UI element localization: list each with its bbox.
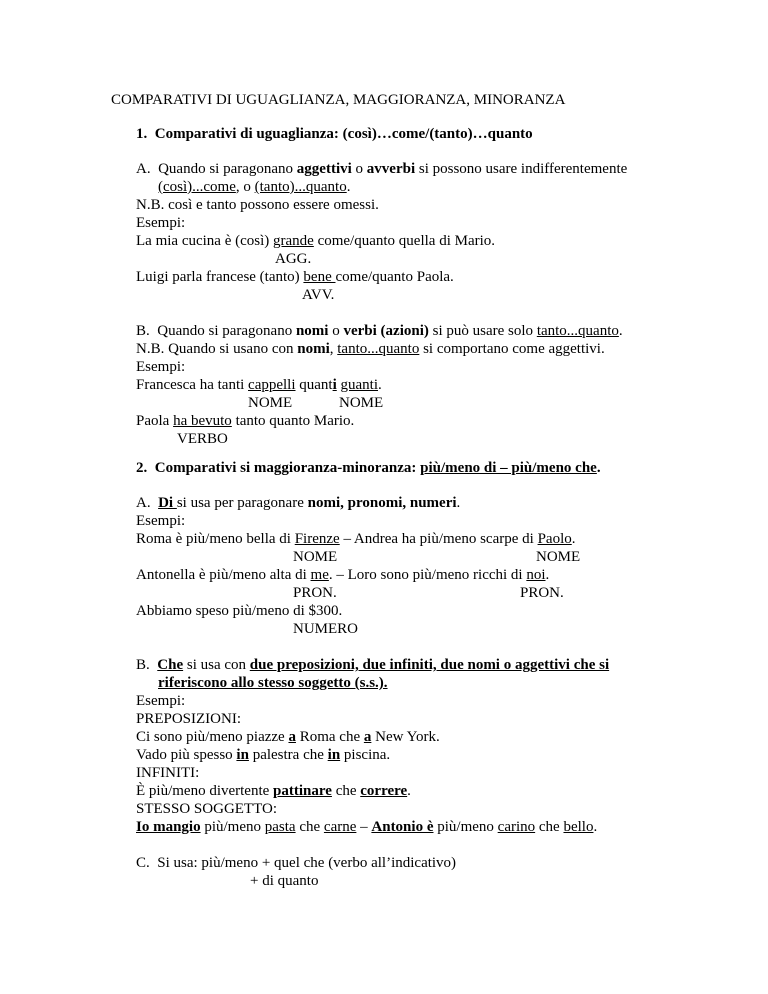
- s2b-esempi: Esempi:: [136, 693, 186, 709]
- s2c-line-2: + di quanto: [250, 873, 319, 889]
- s1a-example-2: [136, 268, 454, 286]
- bold-underlined-term: Antonio è: [371, 819, 434, 835]
- s2a-example-3: Abbiamo speso più/meno di $300.: [136, 603, 343, 619]
- text: A.: [136, 495, 159, 511]
- bold-underlined-term: Che: [157, 657, 184, 673]
- s2a-example-2: [136, 566, 549, 584]
- underlined-term: Paolo: [537, 531, 572, 547]
- label-agg: AGG.: [275, 251, 312, 267]
- text: che: [295, 819, 324, 835]
- text: piscina.: [340, 747, 391, 763]
- s2b-inf-heading: INFINITI:: [136, 765, 200, 781]
- text: si possono usare indifferentemente: [415, 161, 628, 177]
- text: che: [535, 819, 564, 835]
- text: Ci sono più/meno piazze: [136, 729, 289, 745]
- text: .: [618, 323, 623, 339]
- bold-underlined-term: a: [288, 729, 296, 745]
- label-nome: NOME: [536, 549, 581, 565]
- text: È più/meno divertente: [136, 783, 274, 799]
- s1a-example-1: [136, 232, 495, 250]
- underlined-term: cappelli: [248, 377, 296, 393]
- label-pron: PRON.: [520, 585, 564, 601]
- underlined-term: bene: [303, 269, 336, 285]
- text: come/quanto Paola.: [335, 269, 454, 285]
- text: .: [571, 531, 576, 547]
- text: New York.: [371, 729, 440, 745]
- text: o: [328, 323, 344, 339]
- text: N.B. Quando si usano con: [136, 341, 298, 357]
- underlined-term: pasta: [264, 819, 296, 835]
- bold-underlined-term: Io mangio: [136, 819, 201, 835]
- s1b-nb: [136, 340, 605, 358]
- text: .: [596, 460, 601, 476]
- text: –: [356, 819, 372, 835]
- s2b-prep-heading: PREPOSIZIONI:: [136, 711, 242, 727]
- text: . – Loro sono più/meno ricchi di: [328, 567, 527, 583]
- underlined-term: (tanto)...quanto: [254, 179, 347, 195]
- bold-term: nomi, pronomi, numeri: [307, 495, 457, 511]
- s2b-line-2: riferiscono allo stesso soggetto (s.s.).: [158, 675, 388, 691]
- s1b-example-2: [136, 412, 354, 430]
- text: La mia cucina è (così): [136, 233, 274, 249]
- text: o: [351, 161, 367, 177]
- label-pron: PRON.: [293, 585, 337, 601]
- text: come/quanto quella di Mario.: [313, 233, 496, 249]
- underlined-term: me: [310, 567, 329, 583]
- s1b-line-1: [136, 322, 623, 340]
- text: A. Quando si paragonano: [136, 161, 297, 177]
- label-avv: AVV.: [302, 287, 335, 303]
- text: B. Quando si paragonano: [136, 323, 296, 339]
- s2b-example-1: [136, 728, 440, 746]
- text: Roma che: [295, 729, 364, 745]
- bold-underlined-term: due preposizioni, due infiniti, due nomi o aggettivi che si: [249, 657, 610, 673]
- bold-underlined-term: correre: [360, 783, 408, 799]
- text: Roma è più/meno bella di: [136, 531, 295, 547]
- s2b-example-2: [136, 746, 390, 764]
- bold-term: avverbi: [366, 161, 416, 177]
- text: Paola: [136, 413, 174, 429]
- section-2-heading: [136, 459, 601, 477]
- bold-underlined-term: i: [332, 377, 337, 393]
- section-1-heading: 1. Comparativi di uguaglianza: (così)…come/(tanto)…quanto: [136, 126, 533, 142]
- text: Vado più spesso: [136, 747, 237, 763]
- bold-term: verbi (azioni): [343, 323, 429, 339]
- s2b-line-1: [136, 656, 609, 674]
- text: quant: [295, 377, 333, 393]
- label-numero: NUMERO: [293, 621, 359, 637]
- text: B.: [136, 657, 158, 673]
- s1b-esempi: Esempi:: [136, 359, 186, 375]
- s1b-example-1: [136, 376, 382, 394]
- label-nome: NOME: [293, 549, 338, 565]
- text: si può usare solo: [428, 323, 537, 339]
- underlined-term: tanto...quanto: [536, 323, 619, 339]
- text: che: [331, 783, 361, 799]
- s1a-nb: N.B. così e tanto possono essere omessi.: [136, 197, 379, 213]
- s1a-line-2: [158, 178, 350, 196]
- s2a-esempi: Esempi:: [136, 513, 186, 529]
- s2b-example-3: [136, 782, 411, 800]
- bold-underlined-term: a: [363, 729, 372, 745]
- underlined-term: più/meno di – più/meno che: [420, 460, 597, 476]
- bold-term: nomi: [295, 323, 329, 339]
- text: Antonella è più/meno alta di: [136, 567, 311, 583]
- text: .: [545, 567, 550, 583]
- text: 2. Comparativi si maggioranza-minoranza:: [136, 460, 421, 476]
- underlined-term: noi: [526, 567, 546, 583]
- label-nome: NOME: [339, 395, 384, 411]
- underlined-term: bello: [563, 819, 594, 835]
- s1a-esempi: Esempi:: [136, 215, 186, 231]
- text: .: [346, 179, 351, 195]
- s2a-example-1: [136, 530, 575, 548]
- text: .: [456, 495, 461, 511]
- underlined-term: ha bevuto: [173, 413, 232, 429]
- s1a-line-1: [136, 160, 627, 178]
- underlined-term: guanti: [340, 377, 379, 393]
- text: palestra che: [248, 747, 328, 763]
- bold-underlined-term: in: [236, 747, 249, 763]
- text: si comportano come aggettivi.: [419, 341, 605, 357]
- underlined-term: carne: [323, 819, 357, 835]
- text: tanto quanto Mario.: [231, 413, 355, 429]
- label-verbo: VERBO: [177, 431, 228, 447]
- underlined-term: carino: [497, 819, 536, 835]
- text: .: [378, 377, 382, 393]
- bold-underlined-term: in: [327, 747, 341, 763]
- text: .: [593, 819, 598, 835]
- s2b-example-4: [136, 818, 597, 836]
- underlined-term: (così)...come: [158, 179, 236, 195]
- text: .: [407, 783, 411, 799]
- text: più/meno: [200, 819, 265, 835]
- s2b-ss-heading: STESSO SOGGETTO:: [136, 801, 277, 817]
- text: , o: [235, 179, 255, 195]
- text: Francesca ha tanti: [136, 377, 249, 393]
- bold-underlined-term: pattinare: [273, 783, 332, 799]
- bold-term: nomi: [297, 341, 330, 357]
- text: ,: [329, 341, 338, 357]
- underlined-term: tanto...quanto: [337, 341, 420, 357]
- document-title: COMPARATIVI DI UGUAGLIANZA, MAGGIORANZA, MINORANZA: [111, 92, 566, 108]
- text: si usa per paragonare: [176, 495, 308, 511]
- text: Luigi parla francese (tanto): [136, 269, 304, 285]
- bold-term: aggettivi: [296, 161, 352, 177]
- bold-underlined-term: Di: [158, 495, 177, 511]
- underlined-term: grande: [273, 233, 314, 249]
- text: più/meno: [433, 819, 498, 835]
- text: si usa con: [183, 657, 250, 673]
- text: – Andrea ha più/meno scarpe di: [339, 531, 538, 547]
- s2a-line-1: [136, 494, 460, 512]
- label-nome: NOME: [248, 395, 293, 411]
- s2c-line-1: C. Si usa: più/meno + quel che (verbo all’indicativo): [136, 855, 457, 871]
- underlined-term: Firenze: [294, 531, 340, 547]
